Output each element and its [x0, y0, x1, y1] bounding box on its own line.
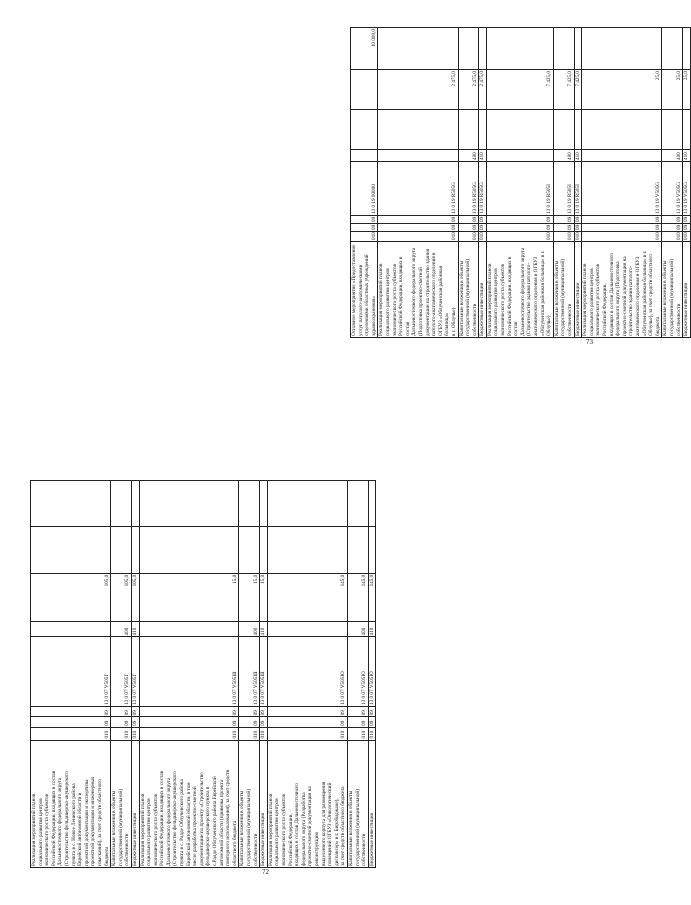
target-article-code: 13 0 07 V505Ш: [239, 637, 260, 707]
page-number: 72: [262, 868, 269, 876]
section-code: 09: [574, 224, 581, 230]
expense-type-code: 400: [553, 150, 574, 162]
target-article-code: 13 0 19 00000: [351, 162, 378, 216]
amount-cell: 25,0: [662, 70, 683, 110]
amount-cell: [351, 70, 378, 110]
subsection-code: 09: [139, 706, 239, 716]
row-name: Реализация мероприятий планов социального развития центров экономического роста субъектов Российской Федерации, входящих в состав Дальневосточного федерального округа (Подготовка проектно-сметной документации на строительство здания патолого- анатомического отделения в ОГБУЗ «Облученская районная больница» в г. Облучье), за счет средств областного бюджета: [582, 242, 662, 338]
amount-cell: [553, 28, 574, 70]
subsection-code: 09: [378, 216, 458, 224]
amount-cell: [486, 28, 553, 70]
amount-cell: 15,0: [239, 573, 260, 622]
amount-cell: 145,0: [347, 573, 368, 622]
amount-cell: 2 475,0: [458, 70, 479, 110]
amount-cell: [347, 481, 368, 527]
target-article-code: 13 0 19 R505I: [574, 162, 582, 216]
row-name: Реализация мероприятий планов социального развития центров экономического роста субъектов Российской Федерации, входящих в состав Дальневосточного федерального округа (Строительство фельдшерско-акушерского пункта в с. Радде Облученского района Еврейской автономной области, в том числе разработка проектно-сметной документации по проекту «Строительство фельдшерско-акушерского пункта в с.Радде Облученского района Еврейской автономной области (привязка проекта повторного использования), за счет средств областного бюджета: [139, 740, 239, 867]
section-code: 09: [582, 224, 662, 232]
target-article-code: 13 0 19 R505G: [479, 162, 487, 216]
admin-code: 010: [378, 232, 458, 242]
admin-code: 010: [683, 232, 690, 240]
target-article-code: 13 0 19 R505G: [458, 162, 479, 216]
expense-type-code: 410: [574, 150, 582, 162]
expense-type-code: [139, 622, 239, 637]
table-row: [31, 481, 111, 868]
row-name: Реализация мероприятий планов социального развития центров экономического роста субъектов Российской Федерации, входящих в состав Дальневосточного федерального округа (Разработка проектно-сметной документации на реконструкцию выделенного корпуса для размещения помещений ОГБУЗ «Онкологический диспансер» в г. Биробиджане), за счет средств областного бюджета: [267, 740, 347, 867]
amount-cell: [378, 28, 458, 70]
subsection-code: 09: [458, 216, 479, 224]
amount-cell: 15,0: [139, 573, 239, 622]
amount-cell: [31, 527, 111, 573]
target-article-code: 13 0 07 V505Ш: [260, 637, 268, 707]
amount-cell: 25,0: [683, 70, 691, 110]
amount-cell: [239, 481, 260, 527]
section-code: 09: [351, 224, 378, 232]
section-code: 09: [139, 717, 239, 727]
target-article-code: 13 0 19 R505G: [378, 162, 458, 216]
target-article-code: 13 0 19 R505I: [553, 162, 574, 216]
admin-code: 010: [458, 232, 479, 242]
table-row: [662, 28, 683, 338]
admin-code: 010: [368, 727, 376, 740]
row-name: Реализация мероприятий планов социального развития центров экономического роста субъектов Российской Федерации, входящих в состав Дальневосточного федерального округа (Подготовка проектно-сметной документации на строительство здания патолого-анатомического отделения в ОГБУЗ «Облученская районная больница» в г. Облучье): [378, 242, 458, 338]
row-name: Бюджетные инвестиции: [479, 242, 487, 338]
amount-cell: [31, 481, 111, 527]
subsection-code: 09: [683, 216, 690, 222]
amount-cell: [553, 110, 574, 150]
right-page: [350, 28, 690, 346]
table-row: [267, 481, 347, 868]
page-number: 73: [586, 338, 593, 346]
row-name: Капитальные вложения в объекты государственной (муниципальной) собственности: [111, 740, 132, 867]
left-page: [30, 480, 375, 876]
section-code: 09: [486, 224, 553, 232]
subsection-code: 09: [267, 706, 347, 716]
admin-code: 010: [31, 727, 111, 740]
amount-cell: [139, 481, 239, 527]
table-row: [347, 481, 368, 868]
section-code: 09: [479, 224, 486, 230]
admin-code: 010: [239, 727, 260, 740]
target-article-code: 13 0 07 V505Ю: [368, 637, 376, 707]
subsection-code: 09: [260, 706, 268, 716]
amount-cell: [111, 481, 132, 527]
amount-cell: [239, 527, 260, 573]
amount-cell: 105,0: [31, 573, 111, 622]
amount-cell: [574, 110, 582, 150]
expense-type-code: 410: [683, 150, 691, 162]
expense-type-code: 400: [458, 150, 479, 162]
subsection-code: 09: [31, 706, 111, 716]
admin-code: 010: [662, 232, 683, 242]
section-code: 09: [260, 717, 268, 727]
expense-type-code: [31, 622, 111, 637]
amount-cell: 2 475,0: [479, 70, 487, 110]
row-name: Капитальные вложения в объекты государственной (муниципальной) собственности: [347, 740, 368, 867]
expense-type-code: [267, 622, 347, 637]
amount-cell: [139, 527, 239, 573]
expense-type-code: 400: [111, 622, 132, 637]
amount-cell: [479, 28, 487, 70]
admin-code: 010: [574, 232, 581, 240]
amount-cell: [111, 527, 132, 573]
subsection-code: 09: [662, 216, 683, 224]
target-article-code: 13 0 07 V505Ю: [267, 637, 347, 707]
amount-cell: [267, 527, 347, 573]
amount-cell: [662, 28, 683, 70]
table-row: [378, 28, 458, 338]
subsection-code: 09: [239, 706, 260, 716]
amount-cell: 7 425,0: [553, 70, 574, 110]
row-name: Бюджетные инвестиции: [260, 740, 268, 867]
amount-cell: [351, 110, 378, 150]
subsection-code: 09: [574, 216, 581, 222]
amount-cell: 2 475,0: [378, 70, 458, 110]
amount-cell: [368, 481, 376, 527]
subsection-code: 09: [131, 706, 139, 716]
section-code: 09: [31, 717, 111, 727]
expense-type-code: 400: [239, 622, 260, 637]
admin-code: 010: [486, 232, 553, 242]
amount-cell: [131, 527, 139, 573]
admin-code: 010: [111, 727, 132, 740]
subsection-code: 09: [486, 216, 553, 224]
amount-cell: [683, 110, 691, 150]
table-row: [553, 28, 574, 338]
amount-cell: [582, 28, 662, 70]
table-row: [111, 481, 132, 868]
expense-type-code: 410: [260, 622, 268, 637]
amount-cell: [260, 527, 268, 573]
admin-code: 010: [553, 232, 574, 242]
table-row: [582, 28, 662, 338]
amount-cell: [267, 481, 347, 527]
amount-cell: 105,0: [111, 573, 132, 622]
amount-cell: [378, 110, 458, 150]
target-article-code: 13 0 19 V505G: [582, 162, 662, 216]
section-code: 09: [378, 224, 458, 232]
subsection-code: 09: [479, 216, 486, 222]
row-name: Основное мероприятие «Предоставление услуг патолого-анатомическими отделениями областных учреждений здравоохранения»: [351, 242, 378, 338]
amount-cell: 7 425,0: [574, 70, 582, 110]
target-article-code: 13 0 07 V505Ю: [347, 637, 368, 707]
amount-cell: 145,0: [368, 573, 376, 622]
expense-type-code: 410: [479, 150, 487, 162]
budget-table: [350, 27, 691, 338]
expense-type-code: 400: [347, 622, 368, 637]
amount-cell: 15,0: [260, 573, 268, 622]
admin-code: 010: [260, 727, 268, 740]
section-code: 09: [347, 717, 368, 727]
target-article-code: 13 0 07 V505Ш: [139, 637, 239, 707]
target-article-code: 13 0 19 V505G: [662, 162, 683, 216]
expense-type-code: [378, 150, 458, 162]
admin-code: 010: [267, 727, 347, 740]
amount-cell: [368, 527, 376, 573]
admin-code: 010: [479, 232, 486, 240]
amount-cell: [347, 527, 368, 573]
admin-code: 010: [351, 232, 378, 242]
section-code: 09: [239, 717, 260, 727]
table-row: [479, 28, 487, 338]
table-row: [574, 28, 582, 338]
row-name: Капитальные вложения в объекты государственной (муниципальной) собственности: [458, 242, 479, 338]
expense-type-code: [486, 150, 553, 162]
row-name: Бюджетные инвестиции: [683, 242, 691, 338]
table-row: [683, 28, 691, 338]
row-name: Бюджетные инвестиции: [574, 242, 582, 338]
table-row: [131, 481, 139, 868]
subsection-code: 09: [347, 706, 368, 716]
section-code: 09: [267, 717, 347, 727]
amount-cell: [486, 110, 553, 150]
amount-cell: 25,0: [582, 70, 662, 110]
admin-code: 010: [131, 727, 139, 740]
amount-cell: [662, 110, 683, 150]
row-name: Бюджетные инвестиции: [131, 740, 139, 867]
section-code: 09: [368, 717, 376, 727]
admin-code: 010: [582, 232, 662, 242]
amount-cell: [683, 28, 691, 70]
amount-cell: [458, 110, 479, 150]
table-row: [139, 481, 239, 868]
admin-code: 010: [139, 727, 239, 740]
table-row: [458, 28, 479, 338]
section-code: 09: [662, 224, 683, 232]
amount-cell: [458, 28, 479, 70]
amount-cell: [582, 110, 662, 150]
row-name: Капитальные вложения в объекты государственной (муниципальной) собственности: [239, 740, 260, 867]
row-name: Бюджетные инвестиции: [368, 740, 376, 867]
amount-cell: 105,0: [131, 573, 139, 622]
target-article-code: 13 0 07 V505Г: [111, 637, 132, 707]
table-row: [368, 481, 376, 868]
section-code: 09: [111, 717, 132, 727]
section-code: 09: [553, 224, 574, 232]
section-code: 09: [458, 224, 479, 232]
table-row: [260, 481, 268, 868]
table-row: [351, 28, 378, 338]
target-article-code: 13 0 07 V505Г: [131, 637, 139, 707]
subsection-code: 09: [368, 706, 376, 716]
expense-type-code: 400: [662, 150, 683, 162]
amount-cell: 145,0: [267, 573, 347, 622]
amount-cell: [131, 481, 139, 527]
target-article-code: 13 0 19 R505I: [486, 162, 553, 216]
subsection-code: 09: [553, 216, 574, 224]
amount-cell: [260, 481, 268, 527]
subsection-code: 09: [582, 216, 662, 224]
target-article-code: 13 0 19 V505G: [683, 162, 691, 216]
expense-type-code: 410: [368, 622, 376, 637]
section-code: 09: [683, 224, 690, 230]
row-name: Реализация мероприятий планов социального развития центров экономического роста субъектов Российской Федерации, входящих в состав Дальневосточного федерального округа (Строительство здания патолого- анатомического отделения в ОГБУЗ «Облученская районная больница» в г. Облучье): [486, 242, 553, 338]
subsection-code: 09: [111, 706, 132, 716]
expense-type-code: [351, 150, 378, 162]
row-name: Капитальные вложения в объекты государственной (муниципальной) собственности: [553, 242, 574, 338]
subsection-code: 09: [351, 216, 378, 224]
budget-table: [30, 480, 376, 868]
table-row: [486, 28, 553, 338]
row-name: Реализация мероприятий планов социального развития центров экономического роста субъектов Российской Федерации, входящих в состав Дальневосточного федерального округа (Строительство фельдшерско-акушерского пункта в с. Новое Ленинского района Еврейской автономной области и проектной документации и экспертизы проектной документации и инженерных изысканий), за счет средств областного бюджета: [31, 740, 111, 867]
amount-cell: [479, 110, 487, 150]
admin-code: 010: [347, 727, 368, 740]
amount-cell: [574, 28, 582, 70]
table-row: [239, 481, 260, 868]
expense-type-code: 410: [131, 622, 139, 637]
amount-cell: 10 000,0: [351, 28, 378, 70]
section-code: 09: [131, 717, 139, 727]
row-name: Капитальные вложения в объекты государственной (муниципальной) собственности: [662, 242, 683, 338]
amount-cell: 7 425,0: [486, 70, 553, 110]
target-article-code: 13 0 07 V505Г: [31, 637, 111, 707]
expense-type-code: [582, 150, 662, 162]
